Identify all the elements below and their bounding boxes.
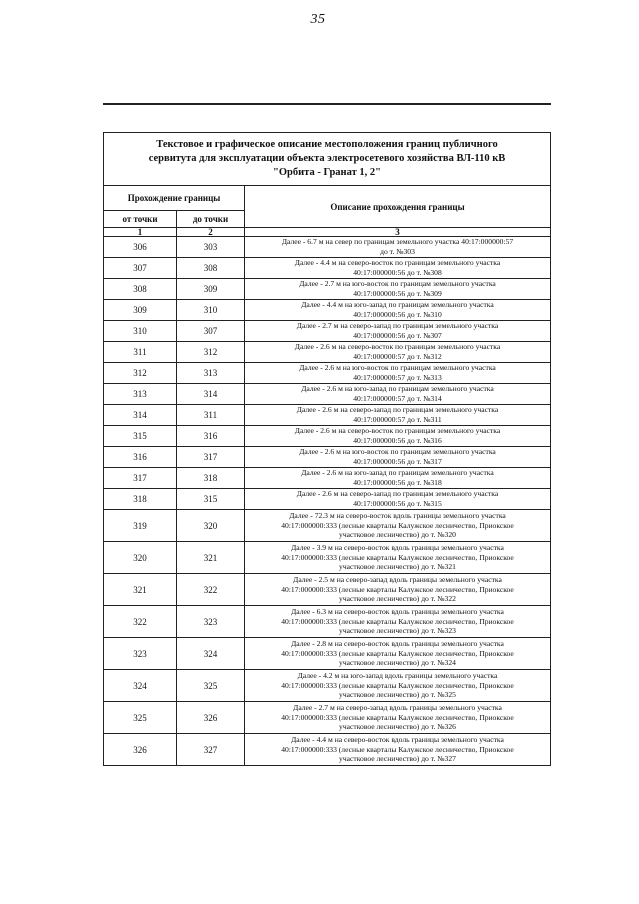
description-cell <box>245 300 551 321</box>
description-line: 40:17:000000:57 до т. №313 <box>353 373 442 382</box>
boundary-table-container <box>103 132 551 766</box>
from-point-cell: 325 <box>104 702 177 734</box>
to-point-cell: 303 <box>177 237 245 258</box>
table-row <box>104 606 551 638</box>
description-line: до т. №303 <box>380 247 415 256</box>
table-row <box>104 510 551 542</box>
description-line: Далее - 2.6 м на северо-восток по границам земельного участка <box>294 426 501 436</box>
from-point-cell: 321 <box>104 574 177 606</box>
column-number: 1 <box>104 228 177 237</box>
group-header-boundary-passage: Прохождение границы <box>104 186 245 211</box>
from-point-cell: 308 <box>104 279 177 300</box>
description-line: Далее - 4.4 м на северо-восток по границам земельного участка <box>294 258 501 268</box>
header-rule <box>103 103 551 105</box>
description-line: участковое лесничество) до т. №320 <box>339 530 456 540</box>
description-line: 40:17:000000:333 (лесные кварталы Калужское лесничество, Приокское <box>281 584 514 594</box>
description-cell <box>245 606 551 638</box>
table-row <box>104 574 551 606</box>
description-line: Далее - 2.6 м на северо-запад по границам земельного участка <box>296 405 499 415</box>
from-point-cell: 310 <box>104 321 177 342</box>
from-point-cell: 315 <box>104 426 177 447</box>
from-point-cell: 323 <box>104 638 177 670</box>
from-point-cell: 318 <box>104 489 177 510</box>
description-line: Далее - 4.2 м на юго-запад вдоль границы земельного участка <box>297 671 498 681</box>
column-header-description: Описание прохождения границы <box>245 186 551 228</box>
table-title-line: "Орбита - Гранат 1, 2" <box>273 167 381 178</box>
to-point-cell: 324 <box>177 638 245 670</box>
description-line: 40:17:000000:57 до т. №311 <box>353 415 442 424</box>
description-cell <box>245 468 551 489</box>
to-point-cell: 309 <box>177 279 245 300</box>
table-row <box>104 279 551 300</box>
description-line: 40:17:000000:56 до т. №316 <box>353 436 442 445</box>
description-line: Далее - 2.6 м на юго-восток по границам земельного участка <box>299 363 496 373</box>
description-line: Далее - 2.7 м на северо-запад вдоль границы земельного участка <box>293 703 502 713</box>
description-line: Далее - 2.6 м на северо-восток по границам земельного участка <box>294 342 501 352</box>
table-title <box>104 133 551 186</box>
from-point-cell: 316 <box>104 447 177 468</box>
description-line: 40:17:000000:56 до т. №318 <box>353 478 442 487</box>
to-point-cell: 317 <box>177 447 245 468</box>
from-point-cell: 319 <box>104 510 177 542</box>
table-row <box>104 447 551 468</box>
table-row <box>104 258 551 279</box>
boundary-description-table <box>103 132 551 766</box>
table-row <box>104 426 551 447</box>
column-header-from-point: от точки <box>104 211 177 228</box>
from-point-cell: 322 <box>104 606 177 638</box>
table-header-row <box>104 186 551 211</box>
table-row <box>104 702 551 734</box>
from-point-cell: 309 <box>104 300 177 321</box>
description-cell <box>245 363 551 384</box>
to-point-cell: 315 <box>177 489 245 510</box>
description-line: 40:17:000000:56 до т. №308 <box>353 268 442 277</box>
to-point-cell: 313 <box>177 363 245 384</box>
from-point-cell: 320 <box>104 542 177 574</box>
to-point-cell: 307 <box>177 321 245 342</box>
description-line: участковое лесничество) до т. №322 <box>339 594 456 604</box>
description-cell <box>245 734 551 766</box>
description-line: 40:17:000000:333 (лесные кварталы Калужское лесничество, Приокское <box>281 520 514 530</box>
description-line: участковое лесничество) до т. №325 <box>339 690 456 700</box>
table-title-line: Текстовое и графическое описание местоположения границ публичного <box>156 139 498 150</box>
description-line: Далее - 4.4 м на северо-восток вдоль границы земельного участка <box>291 735 504 745</box>
description-cell <box>245 670 551 702</box>
description-line: 40:17:000000:333 (лесные кварталы Калужское лесничество, Приокское <box>281 648 514 658</box>
to-point-cell: 322 <box>177 574 245 606</box>
to-point-cell: 310 <box>177 300 245 321</box>
description-line: Далее - 2.6 м на юго-запад по границам земельного участка <box>301 468 494 478</box>
description-line: участковое лесничество) до т. №327 <box>339 754 456 764</box>
table-body <box>104 237 551 766</box>
description-line: 40:17:000000:56 до т. №309 <box>353 289 442 298</box>
description-cell <box>245 321 551 342</box>
description-line: 40:17:000000:333 (лесные кварталы Калужское лесничество, Приокское <box>281 552 514 562</box>
description-cell <box>245 405 551 426</box>
table-row <box>104 363 551 384</box>
description-cell <box>245 258 551 279</box>
table-row <box>104 300 551 321</box>
description-line: 40:17:000000:333 (лесные кварталы Калужское лесничество, Приокское <box>281 616 514 626</box>
table-row <box>104 321 551 342</box>
description-cell <box>245 342 551 363</box>
to-point-cell: 311 <box>177 405 245 426</box>
description-line: Далее - 6.3 м на северо-восток вдоль границы земельного участка <box>291 607 504 617</box>
from-point-cell: 312 <box>104 363 177 384</box>
description-line: Далее - 72.3 м на северо-восток вдоль границы земельного участка <box>289 511 506 521</box>
to-point-cell: 316 <box>177 426 245 447</box>
column-header-to-point: до точки <box>177 211 245 228</box>
description-line: Далее - 2.8 м на северо-восток вдоль границы земельного участка <box>291 639 504 649</box>
table-title-row <box>104 133 551 186</box>
table-row <box>104 489 551 510</box>
description-line: 40:17:000000:56 до т. №310 <box>353 310 442 319</box>
to-point-cell: 308 <box>177 258 245 279</box>
description-line: Далее - 2.7 м на юго-восток по границам земельного участка <box>299 279 496 289</box>
table-row <box>104 405 551 426</box>
table-row <box>104 342 551 363</box>
to-point-cell: 312 <box>177 342 245 363</box>
description-cell <box>245 384 551 405</box>
table-title-line: сервитута для эксплуатации объекта электросетевого хозяйства ВЛ-110 кВ <box>148 153 506 164</box>
to-point-cell: 318 <box>177 468 245 489</box>
description-line: участковое лесничество) до т. №321 <box>339 562 456 572</box>
from-point-cell: 311 <box>104 342 177 363</box>
column-number: 3 <box>245 228 551 237</box>
description-cell <box>245 237 551 258</box>
table-row <box>104 638 551 670</box>
description-cell <box>245 279 551 300</box>
to-point-cell: 314 <box>177 384 245 405</box>
description-cell <box>245 574 551 606</box>
from-point-cell: 326 <box>104 734 177 766</box>
description-cell <box>245 702 551 734</box>
description-cell <box>245 542 551 574</box>
to-point-cell: 323 <box>177 606 245 638</box>
from-point-cell: 313 <box>104 384 177 405</box>
description-line: Далее - 2.6 м на юго-запад по границам земельного участка <box>301 384 494 394</box>
to-point-cell: 321 <box>177 542 245 574</box>
from-point-cell: 314 <box>104 405 177 426</box>
table-row <box>104 384 551 405</box>
table-row <box>104 542 551 574</box>
description-line: Далее - 2.5 м на северо-запад вдоль границы земельного участка <box>293 575 502 585</box>
description-line: Далее - 3.9 м на северо-восток вдоль границы земельного участка <box>291 543 504 553</box>
to-point-cell: 327 <box>177 734 245 766</box>
table-row <box>104 237 551 258</box>
description-line: участковое лесничество) до т. №326 <box>339 722 456 732</box>
table-row <box>104 468 551 489</box>
to-point-cell: 326 <box>177 702 245 734</box>
description-cell <box>245 510 551 542</box>
description-cell <box>245 447 551 468</box>
description-cell <box>245 489 551 510</box>
description-line: 40:17:000000:57 до т. №312 <box>353 352 442 361</box>
table-row <box>104 670 551 702</box>
description-line: 40:17:000000:56 до т. №307 <box>353 331 442 340</box>
description-line: 40:17:000000:56 до т. №317 <box>353 457 442 466</box>
description-line: Далее - 2.6 м на юго-восток по границам земельного участка <box>299 447 496 457</box>
to-point-cell: 325 <box>177 670 245 702</box>
from-point-cell: 324 <box>104 670 177 702</box>
description-line: Далее - 6.7 м на север по границам земельного участка 40:17:000000:57 <box>281 237 514 247</box>
page-number: 35 <box>310 12 326 27</box>
from-point-cell: 317 <box>104 468 177 489</box>
description-line: Далее - 2.7 м на северо-запад по границам земельного участка <box>296 321 499 331</box>
description-line: участковое лесничество) до т. №323 <box>339 626 456 636</box>
description-line: Далее - 2.6 м на северо-запад по границам земельного участка <box>296 489 499 499</box>
table-row <box>104 734 551 766</box>
to-point-cell: 320 <box>177 510 245 542</box>
description-cell <box>245 426 551 447</box>
description-line: Далее - 4.4 м на юго-запад по границам земельного участка <box>301 300 494 310</box>
description-line: 40:17:000000:333 (лесные кварталы Калужское лесничество, Приокское <box>281 744 514 754</box>
description-line: 40:17:000000:333 (лесные кварталы Калужское лесничество, Приокское <box>281 680 514 690</box>
from-point-cell: 306 <box>104 237 177 258</box>
description-line: 40:17:000000:57 до т. №314 <box>353 394 442 403</box>
from-point-cell: 307 <box>104 258 177 279</box>
description-line: участковое лесничество) до т. №324 <box>339 658 456 668</box>
column-number: 2 <box>177 228 245 237</box>
column-number-row <box>104 228 551 237</box>
description-line: 40:17:000000:333 (лесные кварталы Калужское лесничество, Приокское <box>281 712 514 722</box>
description-line: 40:17:000000:56 до т. №315 <box>353 499 442 508</box>
description-cell <box>245 638 551 670</box>
